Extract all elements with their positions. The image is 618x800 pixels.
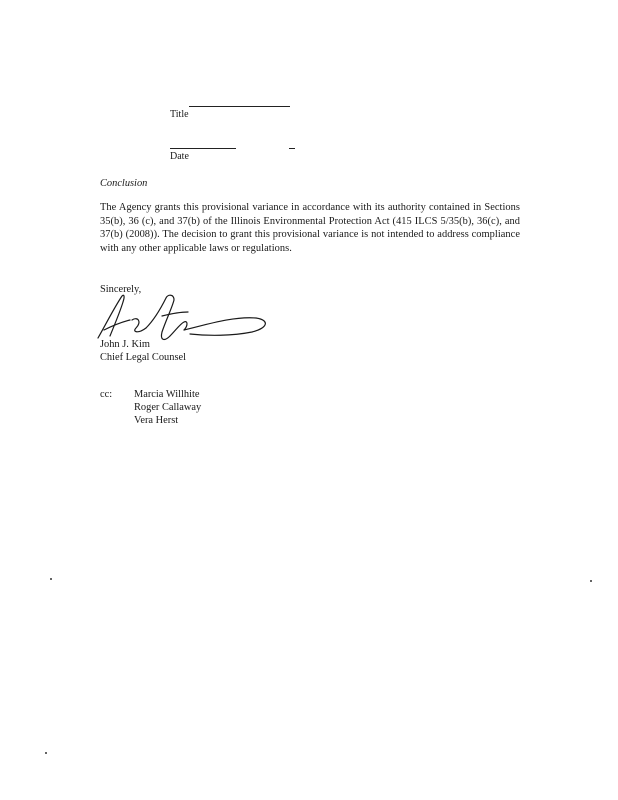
cc-recipient-list	[134, 388, 201, 427]
cc-label: cc:	[100, 389, 113, 400]
conclusion-heading: Conclusion	[100, 178, 148, 189]
conclusion-paragraph: The Agency grants this provisional variance in accordance with its authority contained in Sections 35(b), 36 (c), and 37(b) of the Illinois Environmental Protection Act (415 ILCS 5/35(b), 36(c), and 37(b) (2008)). The decision to grant this provisional variance is not intended to address compliance with any other applicable laws or regulations.	[100, 202, 520, 254]
signer-name: John J. Kim	[100, 339, 150, 350]
date-label: Date	[170, 151, 189, 162]
scan-speck	[50, 578, 52, 580]
scan-speck	[590, 580, 592, 582]
date-signature-line	[170, 148, 236, 149]
date-line-dash	[289, 148, 295, 149]
title-signature-line	[189, 106, 290, 107]
salutation: Sincerely,	[100, 284, 142, 295]
title-label: Title	[170, 109, 189, 120]
cc-recipient: Vera Herst	[134, 415, 179, 426]
cc-recipient: Roger Callaway	[134, 402, 202, 413]
signer-title: Chief Legal Counsel	[100, 352, 186, 363]
scan-speck	[45, 752, 47, 754]
cc-recipient: Marcia Willhite	[134, 389, 200, 400]
